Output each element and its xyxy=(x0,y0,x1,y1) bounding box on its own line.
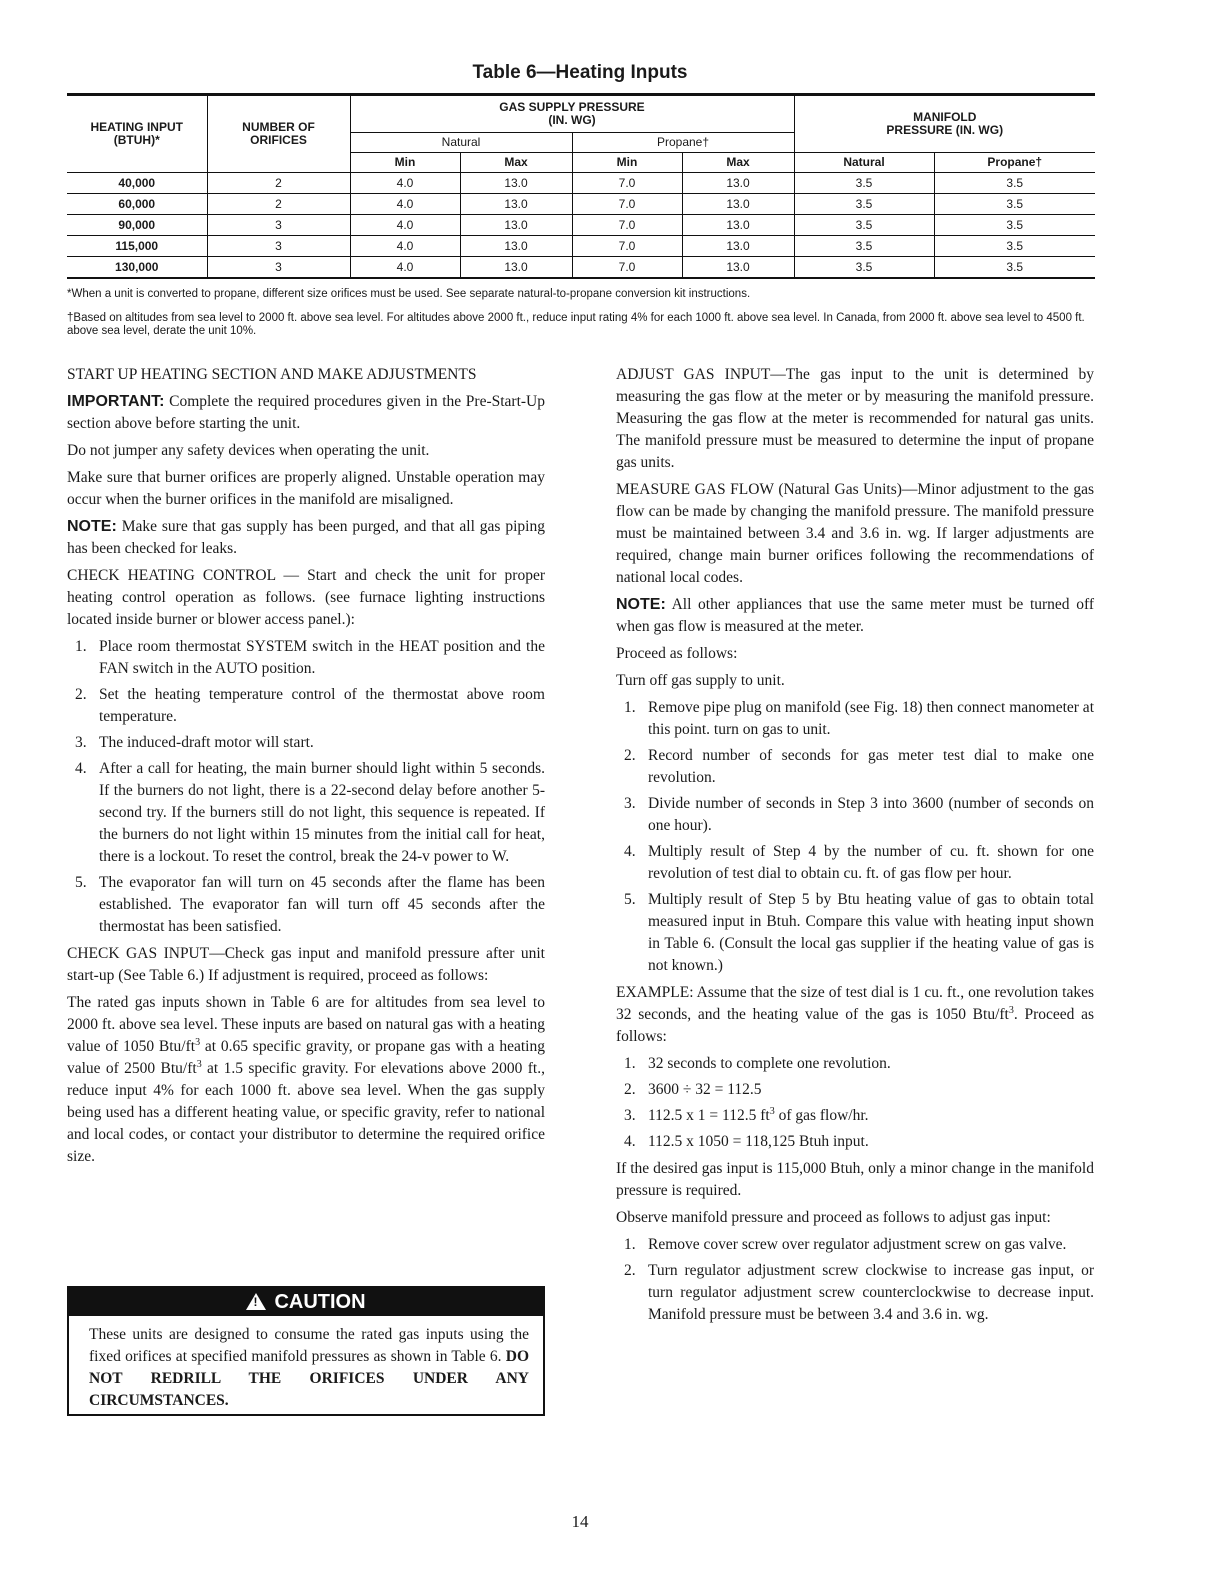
jumper-paragraph: Do not jumper any safety devices when operating the unit. xyxy=(67,442,430,459)
cell-orifices: 2 xyxy=(207,173,350,194)
step-text: The evaporator fan will turn on 45 seconds after the flame has been established. The evaporator fan will turn off 45 seconds after the thermostat has been satisfied. xyxy=(99,874,545,935)
cell-natural-max: 13.0 xyxy=(460,257,572,279)
note-paragraph xyxy=(67,516,545,560)
cell-propane-min: 7.0 xyxy=(572,215,682,236)
header-manifold-propane: Propane† xyxy=(934,153,1095,173)
caution-emphasis: DO NOT REDRILL THE ORIFICES UNDER ANY CIRCUMSTANCES. xyxy=(89,1348,529,1409)
cell-manifold-natural: 3.5 xyxy=(794,215,934,236)
step-number: 1. xyxy=(624,699,636,716)
list-item xyxy=(616,889,1094,977)
step-text: Set the heating temperature control of the thermostat above room temperature. xyxy=(99,686,545,725)
step-number: 4. xyxy=(624,1133,636,1150)
step-number: 2. xyxy=(624,1081,636,1098)
step-text: 32 seconds to complete one revolution. xyxy=(648,1055,891,1072)
important-label: IMPORTANT: xyxy=(67,393,165,410)
table-footnote-dagger: †Based on altitudes from sea level to 2000 ft. above sea level. For altitudes above 2000 ft., reduce input rating 4% for each 1000 ft. above sea level. In Canada, from 2000 ft. above sea level to 4500 ft. above sea level, derate the unit 10%. xyxy=(67,312,1085,337)
cell-manifold-propane: 3.5 xyxy=(934,194,1095,215)
cell-manifold-propane: 3.5 xyxy=(934,215,1095,236)
step-number: 4. xyxy=(75,760,87,777)
cell-propane-min: 7.0 xyxy=(572,236,682,257)
list-item xyxy=(616,841,1094,885)
cell-natural-max: 13.0 xyxy=(460,194,572,215)
note-text: Make sure that gas supply has been purged, and that all gas piping has been checked for leaks. xyxy=(67,518,545,557)
list-item xyxy=(616,745,1094,789)
example-text-2: . Proceed as follows: xyxy=(616,1006,1094,1045)
step-number: 3. xyxy=(624,1107,636,1124)
cell-natural-min: 4.0 xyxy=(350,215,460,236)
cell-natural-min: 4.0 xyxy=(350,257,460,279)
note-paragraph xyxy=(616,594,1094,638)
cell-manifold-natural: 3.5 xyxy=(794,257,934,279)
step-text: Multiply result of Step 4 by the number of cu. ft. shown for one revolution of test dial to obtain cu. ft. of gas flow per hour. xyxy=(648,843,1094,882)
cell-natural-min: 4.0 xyxy=(350,194,460,215)
step-text: of gas flow/hr. xyxy=(774,1107,869,1124)
step-text: The induced-draft motor will start. xyxy=(99,734,314,751)
step-number: 1. xyxy=(624,1055,636,1072)
step-text: After a call for heating, the main burner should light within 5 seconds. If the burners do not light, there is a 22-second delay before another 5-second try. If the burners still do not light, this sequence is repeated. If the burners do not light within 15 minutes from the initial call for heat, there is a lockout. To reset the control, break the 24-v power to W. xyxy=(99,760,545,865)
cell-natural-max: 13.0 xyxy=(460,215,572,236)
cell-propane-max: 13.0 xyxy=(682,173,794,194)
step-text: Place room thermostat SYSTEM switch in the HEAT position and the FAN switch in the AUTO position. xyxy=(99,638,545,677)
superscript: 3 xyxy=(1008,1004,1014,1016)
step-text: Remove pipe plug on manifold (see Fig. 18) then connect manometer at this point. turn on gas to unit. xyxy=(648,699,1094,738)
step-number: 1. xyxy=(75,638,87,655)
header-natural-max: Max xyxy=(460,153,572,173)
table-title: Table 6—Heating Inputs xyxy=(472,62,688,83)
table-row xyxy=(67,194,1095,215)
superscript: 3 xyxy=(196,1058,202,1070)
heating-inputs-table xyxy=(67,93,1095,279)
check-heating-control-paragraph: CHECK HEATING CONTROL — Start and check the unit for proper heating control operation as follows. (see furnace lighting instructions located inside burner or blower access panel.): xyxy=(67,567,545,628)
cell-manifold-natural: 3.5 xyxy=(794,173,934,194)
note-label: NOTE: xyxy=(67,518,117,535)
step-number: 1. xyxy=(624,1236,636,1253)
step-number: 5. xyxy=(75,874,87,891)
rated-text-2: at 0.65 specific gravity, or propane gas with a heating value of 2500 Btu/ft xyxy=(67,1038,545,1077)
example-paragraph xyxy=(616,982,1094,1048)
step-text: Record number of seconds for gas meter test dial to make one revolution. xyxy=(648,747,1094,786)
cell-heating-input: 60,000 xyxy=(67,194,207,215)
warning-icon xyxy=(246,1293,266,1310)
header-manifold-natural: Natural xyxy=(794,153,934,173)
list-item xyxy=(616,697,1094,741)
rated-inputs-paragraph xyxy=(67,992,545,1168)
list-item xyxy=(616,1053,1094,1075)
turn-off-paragraph: Turn off gas supply to unit. xyxy=(616,672,785,689)
rated-text-1: The rated gas inputs shown in Table 6 are for altitudes from sea level to 2000 ft. above sea level. These inputs are based on natural gas with a heating value of 1050 Btu/ft xyxy=(67,994,545,1055)
superscript: 3 xyxy=(195,1036,201,1048)
list-item xyxy=(67,758,545,868)
table-row xyxy=(67,215,1095,236)
orifices-paragraph: Make sure that burner orifices are properly aligned. Unstable operation may occur when the burner orifices in the manifold are misaligned. xyxy=(67,469,545,508)
list-item xyxy=(67,636,545,680)
cell-manifold-natural: 3.5 xyxy=(794,236,934,257)
cell-manifold-propane: 3.5 xyxy=(934,236,1095,257)
cell-natural-max: 13.0 xyxy=(460,173,572,194)
cell-propane-min: 7.0 xyxy=(572,257,682,279)
measure-gas-flow-paragraph: MEASURE GAS FLOW (Natural Gas Units)—Minor adjustment to the gas flow can be made by changing the manifold pressure. The manifold pressure must be maintained between 3.4 and 3.6 in. wg. If larger adjustments are required, change main burner orifices following the recommendations of national local codes. xyxy=(616,481,1094,586)
check-gas-input-paragraph: CHECK GAS INPUT—Check gas input and manifold pressure after unit start-up (See Table 6.) If adjustment is required, proceed as follows: xyxy=(67,945,545,984)
caution-header xyxy=(69,1288,543,1316)
header-natural-min: Min xyxy=(350,153,460,173)
list-item xyxy=(616,1234,1094,1256)
cell-orifices: 3 xyxy=(207,236,350,257)
header-heating-input: HEATING INPUT (BTUH)* xyxy=(67,95,207,173)
observe-paragraph: Observe manifold pressure and proceed as follows to adjust gas input: xyxy=(616,1209,1051,1226)
header-propane-max: Max xyxy=(682,153,794,173)
step-text: Remove cover screw over regulator adjustment screw on gas valve. xyxy=(648,1236,1067,1253)
heating-control-steps xyxy=(67,636,545,938)
note-label: NOTE: xyxy=(616,596,666,613)
cell-propane-max: 13.0 xyxy=(682,257,794,279)
cell-natural-min: 4.0 xyxy=(350,236,460,257)
step-number: 3. xyxy=(75,734,87,751)
step-text: Multiply result of Step 5 by Btu heating value of gas to obtain total measured input in Btuh. Compare this value with heating input shown in Table 6. (Consult the local gas supplier if the heating value of gas is not known.) xyxy=(648,891,1094,974)
note-text: All other appliances that use the same meter must be turned off when gas flow is measured at the meter. xyxy=(616,596,1094,635)
step-text: Turn regulator adjustment screw clockwise to increase gas input, or turn regulator adjustment screw counterclockwise to decrease input. Manifold pressure must be between 3.4 and 3.6 in. wg. xyxy=(648,1262,1094,1323)
proceed-paragraph: Proceed as follows: xyxy=(616,645,738,662)
adjust-steps xyxy=(616,1234,1094,1326)
list-item xyxy=(616,1105,1094,1127)
header-propane: Propane† xyxy=(572,133,794,153)
step-number: 2. xyxy=(624,747,636,764)
header-natural: Natural xyxy=(350,133,572,153)
caution-box xyxy=(67,1286,545,1416)
adjust-gas-input-paragraph: ADJUST GAS INPUT—The gas input to the unit is determined by measuring the gas flow at the meter or by measuring the manifold pressure. Measuring the gas flow at the meter is recommended for natural gas units. The manifold pressure must be measured to determine the input of propane gas units. xyxy=(616,366,1094,471)
header-propane-min: Min xyxy=(572,153,682,173)
important-paragraph xyxy=(67,391,545,435)
header-number-of-orifices: NUMBER OF ORIFICES xyxy=(207,95,350,173)
cell-propane-max: 13.0 xyxy=(682,194,794,215)
cell-manifold-propane: 3.5 xyxy=(934,257,1095,279)
cell-heating-input: 90,000 xyxy=(67,215,207,236)
section-heading: START UP HEATING SECTION AND MAKE ADJUSTMENTS xyxy=(67,366,477,383)
header-manifold-pressure: MANIFOLD PRESSURE (IN. WG) xyxy=(794,95,1095,153)
cell-orifices: 3 xyxy=(207,257,350,279)
rated-text-3: at 1.5 specific gravity. For elevations above 2000 ft., reduce input 4% for each 1000 ft. above sea level. When the gas supply being used has a different heating value, or specific gravity, refer to national and local codes, or contact your distributor to determine the required orifice size. xyxy=(67,1060,545,1165)
step-number: 5. xyxy=(624,891,636,908)
table-row xyxy=(67,173,1095,194)
desired-input-paragraph: If the desired gas input is 115,000 Btuh, only a minor change in the manifold pressure is required. xyxy=(616,1160,1094,1199)
step-number: 2. xyxy=(75,686,87,703)
page-number: 14 xyxy=(571,1512,589,1531)
example-steps xyxy=(616,1053,1094,1153)
left-column xyxy=(67,364,545,1173)
step-text: 112.5 x 1 = 112.5 ft xyxy=(648,1107,770,1124)
cell-heating-input: 40,000 xyxy=(67,173,207,194)
table-footnote-star: *When a unit is converted to propane, different size orifices must be used. See separate natural-to-propane conversion kit instructions. xyxy=(67,288,751,300)
list-item xyxy=(616,1079,1094,1101)
caution-text xyxy=(69,1316,543,1412)
important-text: Complete the required procedures given in the Pre-Start-Up section above before starting the unit. xyxy=(67,393,545,432)
cell-natural-max: 13.0 xyxy=(460,236,572,257)
step-text: 112.5 x 1050 = 118,125 Btuh input. xyxy=(648,1133,869,1150)
cell-manifold-propane: 3.5 xyxy=(934,173,1095,194)
step-number: 2. xyxy=(624,1262,636,1279)
step-number: 3. xyxy=(624,795,636,812)
list-item xyxy=(67,732,545,754)
list-item xyxy=(67,872,545,938)
table-row xyxy=(67,257,1095,279)
cell-orifices: 3 xyxy=(207,215,350,236)
cell-heating-input: 130,000 xyxy=(67,257,207,279)
cell-orifices: 2 xyxy=(207,194,350,215)
cell-propane-max: 13.0 xyxy=(682,215,794,236)
right-column xyxy=(616,364,1094,1331)
step-number: 4. xyxy=(624,843,636,860)
step-text: 3600 ÷ 32 = 112.5 xyxy=(648,1081,762,1098)
gas-flow-steps xyxy=(616,697,1094,977)
list-item xyxy=(616,1260,1094,1326)
step-text: Divide number of seconds in Step 3 into 3600 (number of seconds on one hour). xyxy=(648,795,1094,834)
cell-propane-min: 7.0 xyxy=(572,194,682,215)
cell-heating-input: 115,000 xyxy=(67,236,207,257)
caution-title: CAUTION xyxy=(274,1291,366,1313)
cell-propane-max: 13.0 xyxy=(682,236,794,257)
cell-propane-min: 7.0 xyxy=(572,173,682,194)
superscript: 3 xyxy=(769,1105,775,1117)
list-item xyxy=(616,1131,1094,1153)
example-text-1: EXAMPLE: Assume that the size of test dial is 1 cu. ft., one revolution takes 32 seconds, and the heating value of the gas is 1050 Btu/ft xyxy=(616,984,1094,1023)
cell-manifold-natural: 3.5 xyxy=(794,194,934,215)
caution-body: These units are designed to consume the rated gas inputs using the fixed orifices at specified manifold pressures as shown in Table 6. xyxy=(89,1326,529,1365)
list-item xyxy=(616,793,1094,837)
header-gas-supply-pressure: GAS SUPPLY PRESSURE (IN. WG) xyxy=(350,95,794,133)
list-item xyxy=(67,684,545,728)
table-row xyxy=(67,236,1095,257)
cell-natural-min: 4.0 xyxy=(350,173,460,194)
